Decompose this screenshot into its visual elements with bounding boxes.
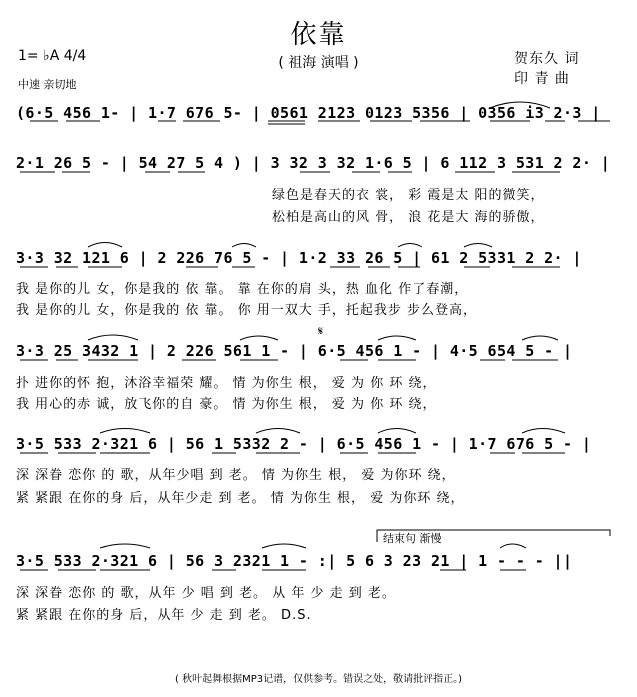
- lyric-row-5-verse-2: 紧 紧跟 在你的身 后，从年少走 到 老。 情 为你生 根， 爱 为你环 绕，: [16, 491, 465, 506]
- notation-row-1: (6·5 456 1- | 1·7 676 5- | 0561 2123 0123 5356 | 0356 i3 2·3 |: [16, 104, 601, 122]
- lyric-row-3-verse-2: 我 是你的儿 女，你是我的 依 靠。 你 用一双大 手，托起我步 步么登高，: [16, 303, 478, 318]
- segno-sign: 𝄋: [318, 324, 324, 338]
- lyric-row-6-verse-1: 深 深眷 恋你 的 歌，从年 少 唱 到 老。 从 年 少 走 到 老。: [16, 586, 396, 601]
- lyric-row-6-verse-2: 紧 紧跟 在你的身 后，从年 少 走 到 老。 D.S.: [16, 608, 312, 623]
- notation-row-4: 3·3 25 3432 1 | 2 226 561 1 - | 6·5 456 1 - | 4·5 654 5 - |: [16, 342, 573, 360]
- notation-row-6: 3·5 533 2·321 6 | 56 3 2321 1 - :| 5 6 3 23 21 | 1 - - - ||: [16, 552, 573, 570]
- lyric-row-4-verse-1: 扑 进你的怀 抱，沐浴幸福荣 耀。 情 为你生 根， 爱 为 你 环 绕，: [16, 376, 437, 391]
- notation-row-2: 2·1 26 5 - | 54 27 5 4 ) | 3 32 3 32 1·6 5 | 6 112 3 531 2 2· |: [16, 154, 611, 172]
- ending-label: 结束句 渐慢: [383, 532, 442, 545]
- lyricist-credit: 贺东久 词: [514, 51, 580, 67]
- song-title: 依靠: [290, 20, 347, 50]
- lyric-row-5-verse-1: 深 深眷 恋你 的 歌，从年少唱 到 老。 情 为你生 根， 爱 为你环 绕，: [16, 468, 456, 483]
- song-subtitle: ( 祖海 演唱 ): [278, 55, 359, 71]
- tempo-marking: 中速 亲切地: [18, 78, 77, 91]
- lyric-row-4-verse-2: 我 用心的赤 诚，放飞你的自 豪。 情 为你生 根， 爱 为 你 环 绕，: [16, 397, 437, 412]
- composer-credit: 印 青 曲: [514, 71, 570, 87]
- transcription-note: ( 秋叶起舞根据MP3记谱，仅供参考。错误之处，敬请批评指正。): [174, 674, 462, 685]
- lyric-row-2-verse-2: 松柏是高山的风 骨， 浪 花是大 海的骄傲，: [272, 210, 545, 225]
- notation-row-3: 3·3 32 121 6 | 2 226 76 5 - | 1·2 33 26 5 | 61 2 5331 2 2· |: [16, 249, 582, 267]
- lyric-row-3-verse-1: 我 是你的儿 女，你是我的 依 靠。 靠 在你的肩 头，热 血化 作了春潮，: [16, 282, 469, 297]
- notation-row-5: 3·5 533 2·321 6 | 56 1 5332 2 - | 6·5 456 1 - | 1·7 676 5 - |: [16, 435, 592, 453]
- lyric-row-2-verse-1: 绿色是春天的衣 裳， 彩 霞是太 阳的微笑，: [272, 188, 545, 203]
- key-signature: 1= ♭A 4/4: [18, 48, 87, 64]
